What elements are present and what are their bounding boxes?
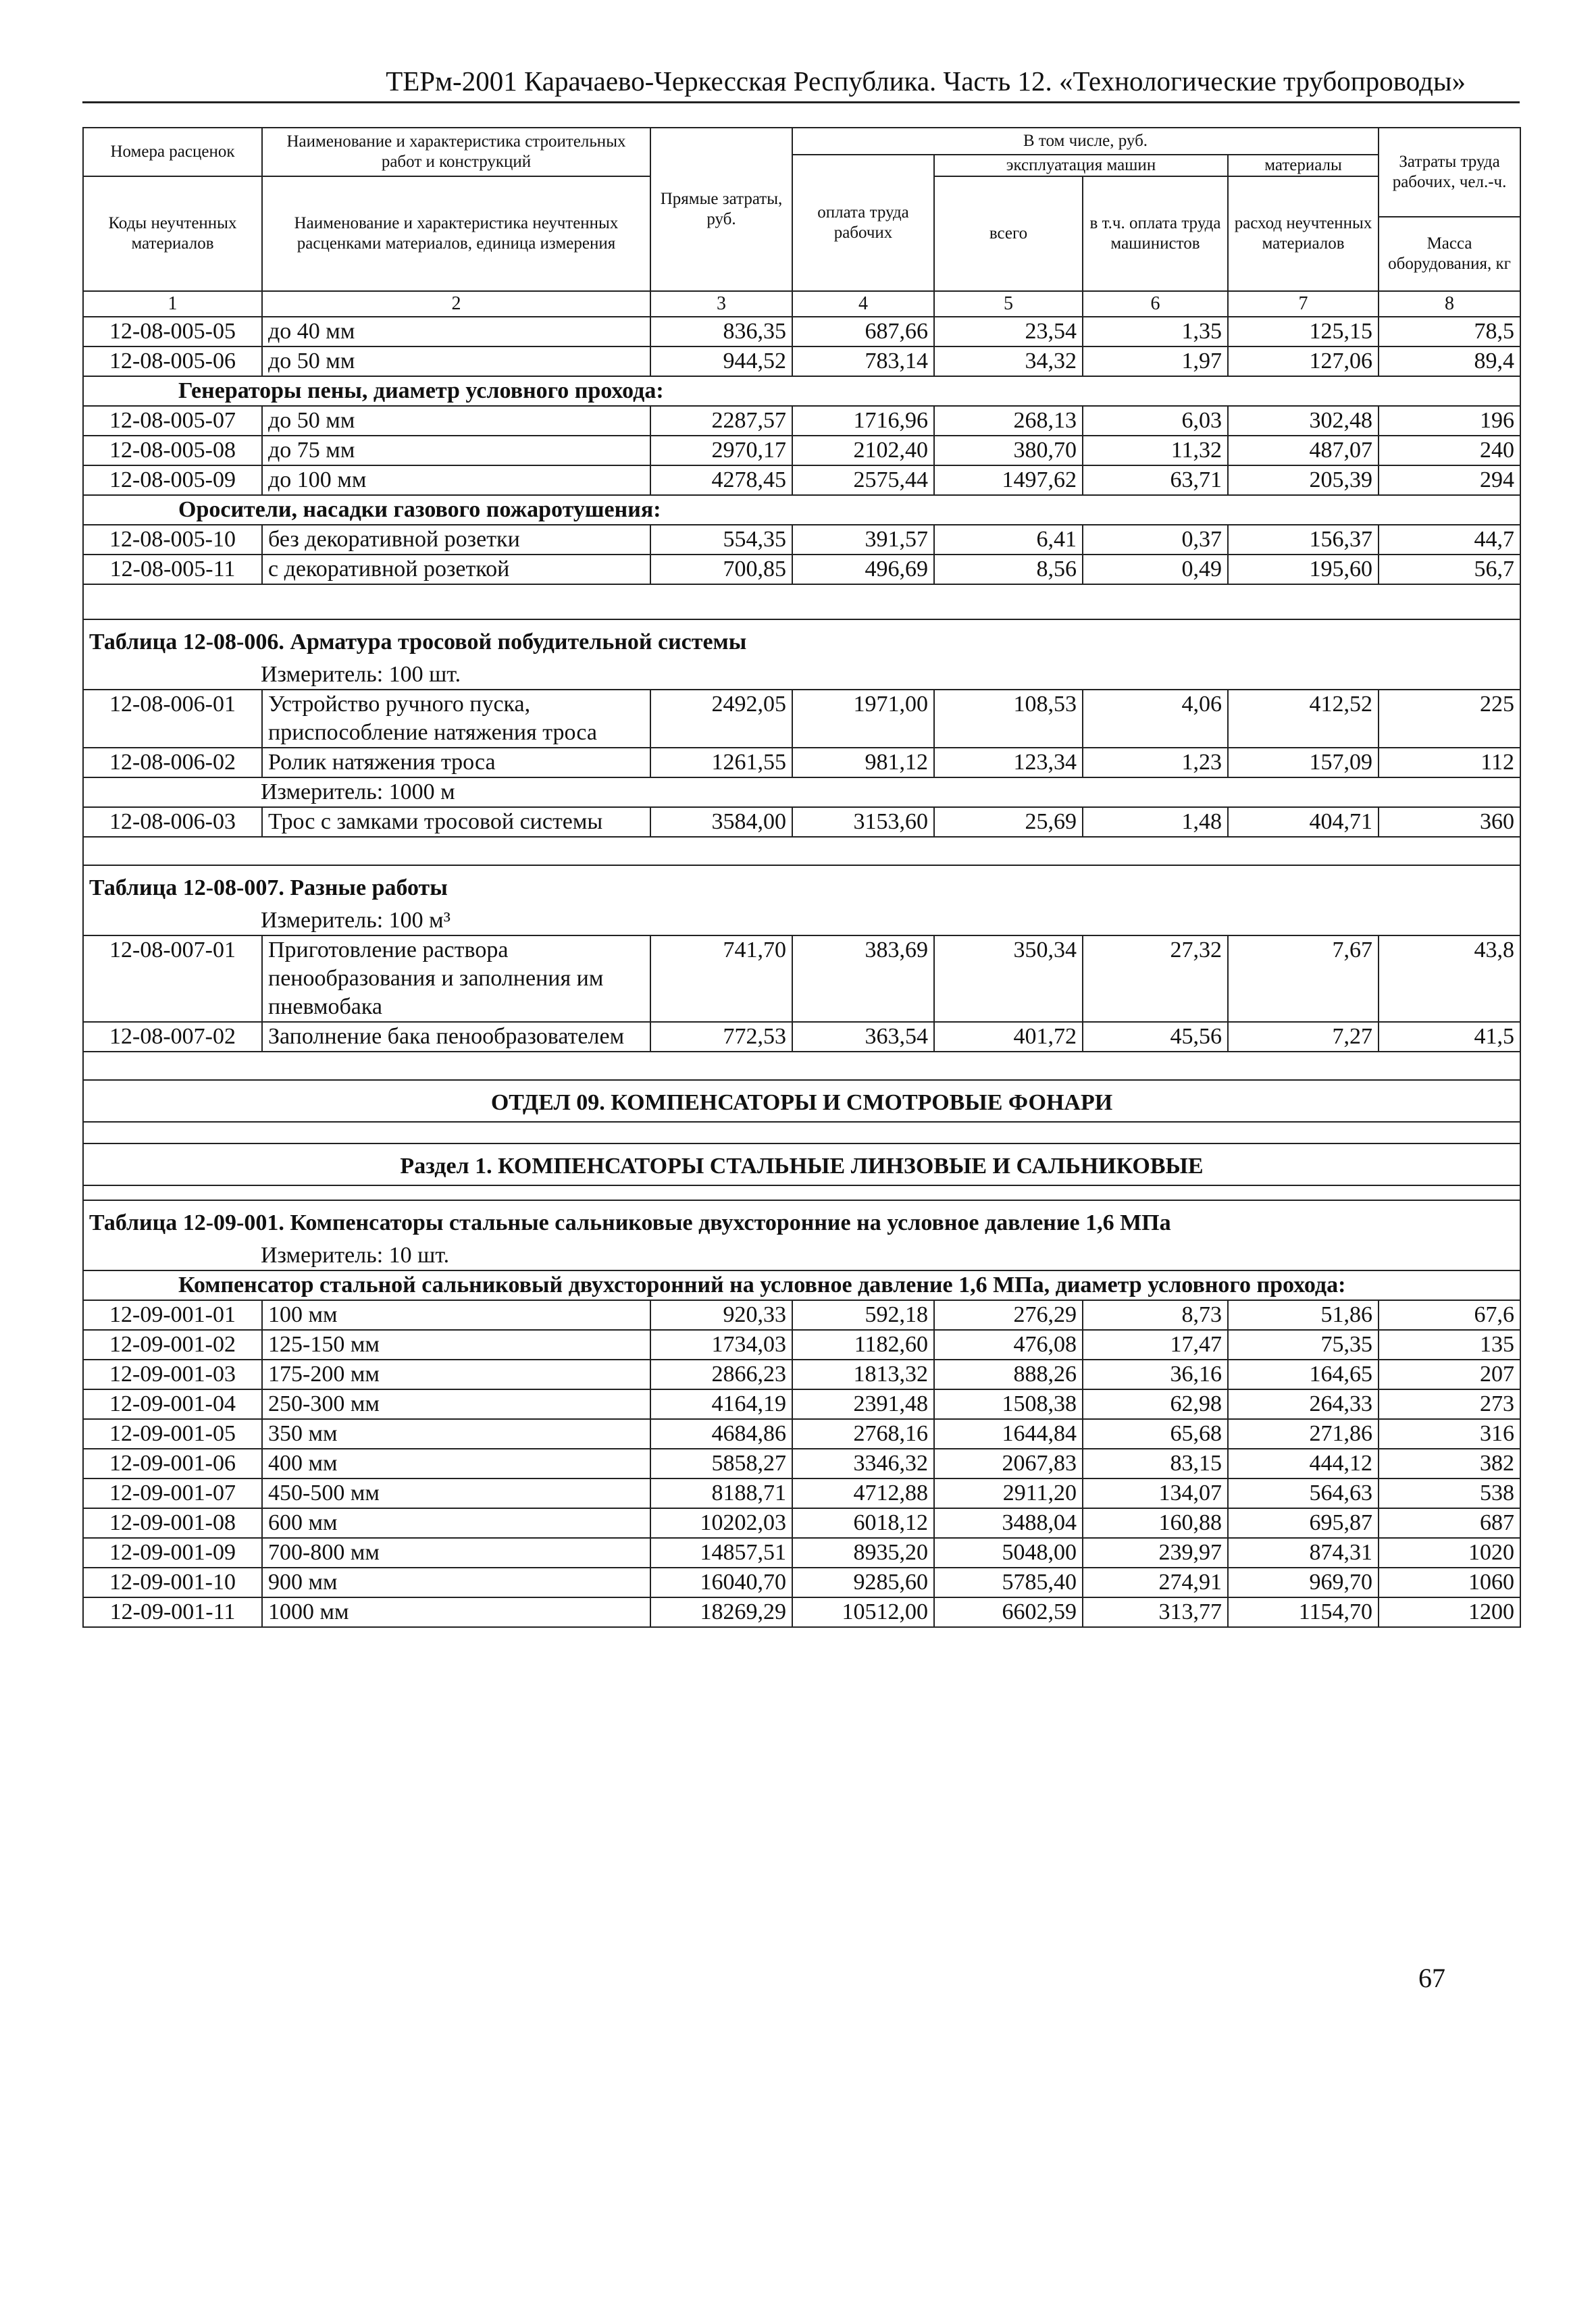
- column-number: 5: [934, 291, 1083, 317]
- value-cell: 89,4: [1379, 346, 1520, 376]
- value-cell: 5858,27: [650, 1449, 792, 1479]
- column-number: 6: [1083, 291, 1228, 317]
- work-name: до 75 мм: [262, 436, 650, 465]
- value-cell: 700,85: [650, 555, 792, 584]
- col-head-materials: материалы: [1228, 155, 1379, 176]
- value-cell: 2911,20: [934, 1479, 1083, 1508]
- value-cell: 1,97: [1083, 346, 1228, 376]
- table-row: [83, 1538, 1520, 1568]
- value-cell: 1,35: [1083, 317, 1228, 346]
- table-row: [83, 555, 1520, 584]
- table-row: [83, 1449, 1520, 1479]
- value-cell: 62,98: [1083, 1389, 1228, 1419]
- work-name: с декоративной розеткой: [262, 555, 650, 584]
- table-row: [83, 1419, 1520, 1449]
- value-cell: 225: [1379, 690, 1520, 748]
- value-cell: 195,60: [1228, 555, 1379, 584]
- value-cell: 44,7: [1379, 525, 1520, 555]
- value-cell: 944,52: [650, 346, 792, 376]
- value-cell: 538: [1379, 1479, 1520, 1508]
- table-row: [83, 748, 1520, 777]
- value-cell: 382: [1379, 1449, 1520, 1479]
- table-row: [83, 1389, 1520, 1419]
- value-cell: 2768,16: [792, 1419, 934, 1449]
- value-cell: 687: [1379, 1508, 1520, 1538]
- col-head-wage: оплата труда рабочих: [792, 155, 934, 291]
- rate-code: 12-09-001-11: [83, 1597, 262, 1627]
- work-name: 900 мм: [262, 1568, 650, 1597]
- value-cell: 2391,48: [792, 1389, 934, 1419]
- rate-code: 12-08-005-05: [83, 317, 262, 346]
- work-name: Ролик натяжения троса: [262, 748, 650, 777]
- value-cell: 1261,55: [650, 748, 792, 777]
- table-row: [83, 465, 1520, 495]
- value-cell: 6018,12: [792, 1508, 934, 1538]
- value-cell: 78,5: [1379, 317, 1520, 346]
- rate-code: 12-08-005-11: [83, 555, 262, 584]
- value-cell: 0,37: [1083, 525, 1228, 555]
- value-cell: 14857,51: [650, 1538, 792, 1568]
- table-row: [83, 436, 1520, 465]
- table-row: [83, 406, 1520, 436]
- value-cell: 1644,84: [934, 1419, 1083, 1449]
- value-cell: 207: [1379, 1360, 1520, 1389]
- value-cell: 43,8: [1379, 935, 1520, 1022]
- value-cell: 36,16: [1083, 1360, 1228, 1389]
- table-row: [83, 1508, 1520, 1538]
- value-cell: 1020: [1379, 1538, 1520, 1568]
- value-cell: 2970,17: [650, 436, 792, 465]
- table-row: [83, 317, 1520, 346]
- value-cell: 1200: [1379, 1597, 1520, 1627]
- value-cell: 156,37: [1228, 525, 1379, 555]
- value-cell: 554,35: [650, 525, 792, 555]
- table-row: [83, 525, 1520, 555]
- section-title: Раздел 1. КОМПЕНСАТОРЫ СТАЛЬНЫЕ ЛИНЗОВЫЕ И САЛЬНИКОВЫЕ: [83, 1143, 1520, 1185]
- price-table: [82, 127, 1521, 1628]
- measure-unit: Измеритель: 100 м³: [83, 906, 1520, 935]
- value-cell: 10512,00: [792, 1597, 934, 1627]
- rate-code: 12-08-005-08: [83, 436, 262, 465]
- value-cell: 239,97: [1083, 1538, 1228, 1568]
- value-cell: 404,71: [1228, 807, 1379, 837]
- value-cell: 981,12: [792, 748, 934, 777]
- value-cell: 27,32: [1083, 935, 1228, 1022]
- value-cell: 1182,60: [792, 1330, 934, 1360]
- rate-code: 12-08-007-02: [83, 1022, 262, 1052]
- work-name: без декоративной розетки: [262, 525, 650, 555]
- value-cell: 3153,60: [792, 807, 934, 837]
- value-cell: 125,15: [1228, 317, 1379, 346]
- col-head-mass: Масса оборудования, кг: [1379, 217, 1520, 291]
- value-cell: 41,5: [1379, 1022, 1520, 1052]
- value-cell: 75,35: [1228, 1330, 1379, 1360]
- value-cell: 592,18: [792, 1300, 934, 1330]
- col-head-codes: Коды неучтенных материалов: [83, 176, 262, 291]
- value-cell: 412,52: [1228, 690, 1379, 748]
- value-cell: 564,63: [1228, 1479, 1379, 1508]
- value-cell: 316: [1379, 1419, 1520, 1449]
- rate-code: 12-09-001-05: [83, 1419, 262, 1449]
- value-cell: 10202,03: [650, 1508, 792, 1538]
- page-header: ТЕРм-2001 Карачаево-Черкесская Республика. Часть 12. «Технологические трубопроводы»: [386, 66, 1466, 97]
- value-cell: 17,47: [1083, 1330, 1228, 1360]
- column-number: 3: [650, 291, 792, 317]
- value-cell: 8,56: [934, 555, 1083, 584]
- col-head-incl: В том числе, руб.: [792, 128, 1379, 155]
- table-title: Таблица 12-08-007. Разные работы: [83, 865, 1520, 906]
- column-number: 8: [1379, 291, 1520, 317]
- value-cell: 496,69: [792, 555, 934, 584]
- value-cell: 6,03: [1083, 406, 1228, 436]
- value-cell: 2287,57: [650, 406, 792, 436]
- department-title: ОТДЕЛ 09. КОМПЕНСАТОРЫ И СМОТРОВЫЕ ФОНАРИ: [83, 1080, 1520, 1122]
- value-cell: 83,15: [1083, 1449, 1228, 1479]
- work-name: Трос с замками тросовой системы: [262, 807, 650, 837]
- rate-code: 12-09-001-04: [83, 1389, 262, 1419]
- value-cell: 4684,86: [650, 1419, 792, 1449]
- table-row: [83, 346, 1520, 376]
- value-cell: 0,49: [1083, 555, 1228, 584]
- work-name: Заполнение бака пенообразователем: [262, 1022, 650, 1052]
- value-cell: 1734,03: [650, 1330, 792, 1360]
- value-cell: 836,35: [650, 317, 792, 346]
- value-cell: 18269,29: [650, 1597, 792, 1627]
- spacer: [83, 1185, 1520, 1200]
- value-cell: 271,86: [1228, 1419, 1379, 1449]
- value-cell: 67,6: [1379, 1300, 1520, 1330]
- value-cell: 302,48: [1228, 406, 1379, 436]
- col-head-mach-total: всего: [934, 176, 1083, 291]
- table-row: [83, 690, 1520, 748]
- value-cell: 240: [1379, 436, 1520, 465]
- spacer: [83, 1122, 1520, 1143]
- value-cell: 196: [1379, 406, 1520, 436]
- value-cell: 920,33: [650, 1300, 792, 1330]
- group-title: Генераторы пены, диаметр условного прохода:: [83, 376, 1520, 406]
- value-cell: 9285,60: [792, 1568, 934, 1597]
- value-cell: 444,12: [1228, 1449, 1379, 1479]
- value-cell: 135: [1379, 1330, 1520, 1360]
- value-cell: 5785,40: [934, 1568, 1083, 1597]
- value-cell: 2067,83: [934, 1449, 1083, 1479]
- measure-unit: Измеритель: 1000 м: [83, 777, 1520, 807]
- value-cell: 383,69: [792, 935, 934, 1022]
- work-name: 1000 мм: [262, 1597, 650, 1627]
- work-name: 100 мм: [262, 1300, 650, 1330]
- value-cell: 160,88: [1083, 1508, 1228, 1538]
- rate-code: 12-09-001-07: [83, 1479, 262, 1508]
- value-cell: 741,70: [650, 935, 792, 1022]
- rate-code: 12-09-001-09: [83, 1538, 262, 1568]
- table-row: [83, 1360, 1520, 1389]
- value-cell: 1813,32: [792, 1360, 934, 1389]
- value-cell: 3346,32: [792, 1449, 934, 1479]
- value-cell: 23,54: [934, 317, 1083, 346]
- value-cell: 294: [1379, 465, 1520, 495]
- value-cell: 108,53: [934, 690, 1083, 748]
- column-number: 2: [262, 291, 650, 317]
- value-cell: 205,39: [1228, 465, 1379, 495]
- value-cell: 1497,62: [934, 465, 1083, 495]
- value-cell: 1,48: [1083, 807, 1228, 837]
- column-number: 7: [1228, 291, 1379, 317]
- price-table-frame: [82, 127, 1520, 1628]
- value-cell: 276,29: [934, 1300, 1083, 1330]
- value-cell: 274,91: [1083, 1568, 1228, 1597]
- rate-code: 12-08-006-03: [83, 807, 262, 837]
- value-cell: 11,32: [1083, 436, 1228, 465]
- rate-code: 12-08-006-02: [83, 748, 262, 777]
- value-cell: 380,70: [934, 436, 1083, 465]
- work-name: 175-200 мм: [262, 1360, 650, 1389]
- value-cell: 487,07: [1228, 436, 1379, 465]
- rate-code: 12-08-007-01: [83, 935, 262, 1022]
- value-cell: 695,87: [1228, 1508, 1379, 1538]
- value-cell: 476,08: [934, 1330, 1083, 1360]
- value-cell: 7,67: [1228, 935, 1379, 1022]
- value-cell: 45,56: [1083, 1022, 1228, 1052]
- col-head-works: Наименование и характеристика строительных работ и конструкций: [262, 128, 650, 176]
- work-name: Приготовление раствора пенообразования и заполнения им пневмобака: [262, 935, 650, 1022]
- value-cell: 4278,45: [650, 465, 792, 495]
- value-cell: 127,06: [1228, 346, 1379, 376]
- value-cell: 6,41: [934, 525, 1083, 555]
- value-cell: 363,54: [792, 1022, 934, 1052]
- rate-code: 12-08-005-07: [83, 406, 262, 436]
- value-cell: 1060: [1379, 1568, 1520, 1597]
- header-rule: [82, 101, 1520, 103]
- value-cell: 8188,71: [650, 1479, 792, 1508]
- rate-code: 12-09-001-06: [83, 1449, 262, 1479]
- value-cell: 969,70: [1228, 1568, 1379, 1597]
- table-row: [83, 1597, 1520, 1627]
- value-cell: 56,7: [1379, 555, 1520, 584]
- value-cell: 123,34: [934, 748, 1083, 777]
- value-cell: 1971,00: [792, 690, 934, 748]
- value-cell: 3488,04: [934, 1508, 1083, 1538]
- table-row: [83, 1479, 1520, 1508]
- rate-code: 12-09-001-08: [83, 1508, 262, 1538]
- value-cell: 360: [1379, 807, 1520, 837]
- table-row: [83, 1022, 1520, 1052]
- value-cell: 4164,19: [650, 1389, 792, 1419]
- col-head-labor: Затраты труда рабочих, чел.-ч.: [1379, 128, 1520, 217]
- value-cell: 391,57: [792, 525, 934, 555]
- value-cell: 4,06: [1083, 690, 1228, 748]
- value-cell: 264,33: [1228, 1389, 1379, 1419]
- group-title: Компенсатор стальной сальниковый двухсторонний на условное давление 1,6 МПа, диаметр условного прохода:: [83, 1270, 1520, 1300]
- rate-code: 12-08-005-06: [83, 346, 262, 376]
- value-cell: 2575,44: [792, 465, 934, 495]
- value-cell: 65,68: [1083, 1419, 1228, 1449]
- value-cell: 112: [1379, 748, 1520, 777]
- value-cell: 7,27: [1228, 1022, 1379, 1052]
- col-head-mach-wage: в т.ч. оплата труда машинистов: [1083, 176, 1228, 291]
- value-cell: 63,71: [1083, 465, 1228, 495]
- work-name: до 50 мм: [262, 346, 650, 376]
- rate-code: 12-08-005-10: [83, 525, 262, 555]
- col-head-mat-usage: расход неучтенных материалов: [1228, 176, 1379, 291]
- value-cell: 874,31: [1228, 1538, 1379, 1568]
- rate-code: 12-08-006-01: [83, 690, 262, 748]
- col-head-materials-desc: Наименование и характеристика неучтенных расценками материалов, единица измерения: [262, 176, 650, 291]
- col-head-machines: эксплуатация машин: [934, 155, 1228, 176]
- value-cell: 25,69: [934, 807, 1083, 837]
- table-row: [83, 1568, 1520, 1597]
- value-cell: 1508,38: [934, 1389, 1083, 1419]
- value-cell: 2866,23: [650, 1360, 792, 1389]
- page-number: 67: [1418, 1963, 1445, 1993]
- value-cell: 350,34: [934, 935, 1083, 1022]
- work-name: 600 мм: [262, 1508, 650, 1538]
- value-cell: 273: [1379, 1389, 1520, 1419]
- value-cell: 51,86: [1228, 1300, 1379, 1330]
- table-row: [83, 1330, 1520, 1360]
- value-cell: 2492,05: [650, 690, 792, 748]
- col-head-rates: Номера расценок: [83, 128, 262, 176]
- work-name: 700-800 мм: [262, 1538, 650, 1568]
- value-cell: 5048,00: [934, 1538, 1083, 1568]
- rate-code: 12-09-001-02: [83, 1330, 262, 1360]
- work-name: 250-300 мм: [262, 1389, 650, 1419]
- table-row: [83, 807, 1520, 837]
- value-cell: 783,14: [792, 346, 934, 376]
- rate-code: 12-09-001-10: [83, 1568, 262, 1597]
- group-title: Оросители, насадки газового пожаротушения:: [83, 495, 1520, 525]
- work-name: до 50 мм: [262, 406, 650, 436]
- value-cell: 8935,20: [792, 1538, 934, 1568]
- work-name: 400 мм: [262, 1449, 650, 1479]
- spacer: [83, 837, 1520, 865]
- rate-code: 12-08-005-09: [83, 465, 262, 495]
- value-cell: 4712,88: [792, 1479, 934, 1508]
- table-title: Таблица 12-08-006. Арматура тросовой побудительной системы: [83, 619, 1520, 661]
- rate-code: 12-09-001-03: [83, 1360, 262, 1389]
- work-name: Устройство ручного пуска, приспособление натяжения троса: [262, 690, 650, 748]
- work-name: до 100 мм: [262, 465, 650, 495]
- value-cell: 1154,70: [1228, 1597, 1379, 1627]
- value-cell: 164,65: [1228, 1360, 1379, 1389]
- rate-code: 12-09-001-01: [83, 1300, 262, 1330]
- work-name: до 40 мм: [262, 317, 650, 346]
- measure-unit: Измеритель: 10 шт.: [83, 1241, 1520, 1270]
- value-cell: 3584,00: [650, 807, 792, 837]
- work-name: 450-500 мм: [262, 1479, 650, 1508]
- value-cell: 687,66: [792, 317, 934, 346]
- value-cell: 1,23: [1083, 748, 1228, 777]
- measure-unit: Измеритель: 100 шт.: [83, 661, 1520, 690]
- value-cell: 6602,59: [934, 1597, 1083, 1627]
- work-name: 350 мм: [262, 1419, 650, 1449]
- value-cell: 268,13: [934, 406, 1083, 436]
- value-cell: 772,53: [650, 1022, 792, 1052]
- value-cell: 8,73: [1083, 1300, 1228, 1330]
- value-cell: 401,72: [934, 1022, 1083, 1052]
- column-number: 4: [792, 291, 934, 317]
- table-row: [83, 1300, 1520, 1330]
- spacer: [83, 1052, 1520, 1080]
- value-cell: 888,26: [934, 1360, 1083, 1389]
- value-cell: 313,77: [1083, 1597, 1228, 1627]
- value-cell: 134,07: [1083, 1479, 1228, 1508]
- column-number: 1: [83, 291, 262, 317]
- spacer: [83, 584, 1520, 619]
- value-cell: 34,32: [934, 346, 1083, 376]
- table-title: Таблица 12-09-001. Компенсаторы стальные сальниковые двухсторонние на условное давление 1,6 МПа: [83, 1200, 1520, 1241]
- col-head-direct: Прямые затраты, руб.: [650, 128, 792, 291]
- table-row: [83, 935, 1520, 1022]
- work-name: 125-150 мм: [262, 1330, 650, 1360]
- value-cell: 157,09: [1228, 748, 1379, 777]
- value-cell: 2102,40: [792, 436, 934, 465]
- value-cell: 1716,96: [792, 406, 934, 436]
- value-cell: 16040,70: [650, 1568, 792, 1597]
